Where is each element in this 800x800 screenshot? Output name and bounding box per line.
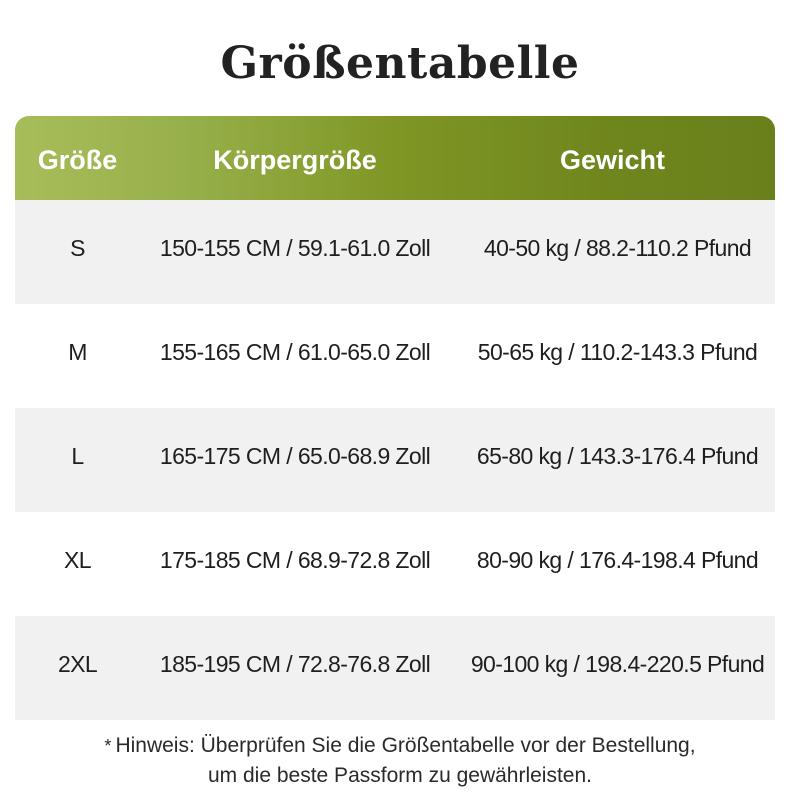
height-cell: 165-175 CM / 65.0-68.9 Zoll <box>159 443 431 469</box>
page-title: Größentabelle <box>220 38 580 89</box>
footnote <box>0 731 800 790</box>
table-row <box>15 200 775 304</box>
size-cell: L <box>71 443 84 469</box>
table-row <box>15 616 775 720</box>
size-cell: S <box>70 235 85 261</box>
weight-cell: 50-65 kg / 110.2-143.3 Pfund <box>477 339 758 365</box>
height-cell: 150-155 CM / 59.1-61.0 Zoll <box>159 235 431 261</box>
footnote-line-1 <box>0 731 800 761</box>
size-cell: 2XL <box>57 651 98 677</box>
header-size: Größe <box>37 145 118 175</box>
weight-cell: 65-80 kg / 143.3-176.4 Pfund <box>476 443 759 469</box>
weight-cell: 80-90 kg / 176.4-198.4 Pfund <box>476 547 759 573</box>
footnote-line-2: um die beste Passform zu gewährleisten. <box>207 764 593 787</box>
height-cell: 175-185 CM / 68.9-72.8 Zoll <box>159 547 431 573</box>
height-cell: 185-195 CM / 72.8-76.8 Zoll <box>159 651 431 677</box>
header-weight: Gewicht <box>559 145 666 175</box>
table-header <box>15 116 775 200</box>
table-row <box>15 304 775 408</box>
weight-cell: 40-50 kg / 88.2-110.2 Pfund <box>483 235 752 261</box>
table-row <box>15 512 775 616</box>
header-height: Körpergröße <box>213 145 377 175</box>
size-cell: XL <box>64 547 91 573</box>
size-cell: M <box>68 339 87 365</box>
footnote-text-1: Hinweis: Überprüfen Sie die Größentabelle vor der Bestellung, <box>115 734 696 757</box>
asterisk-icon: * <box>104 736 112 756</box>
weight-cell: 90-100 kg / 198.4-220.5 Pfund <box>470 651 765 677</box>
table-row <box>15 408 775 512</box>
height-cell: 155-165 CM / 61.0-65.0 Zoll <box>159 339 431 365</box>
size-table <box>15 116 775 720</box>
